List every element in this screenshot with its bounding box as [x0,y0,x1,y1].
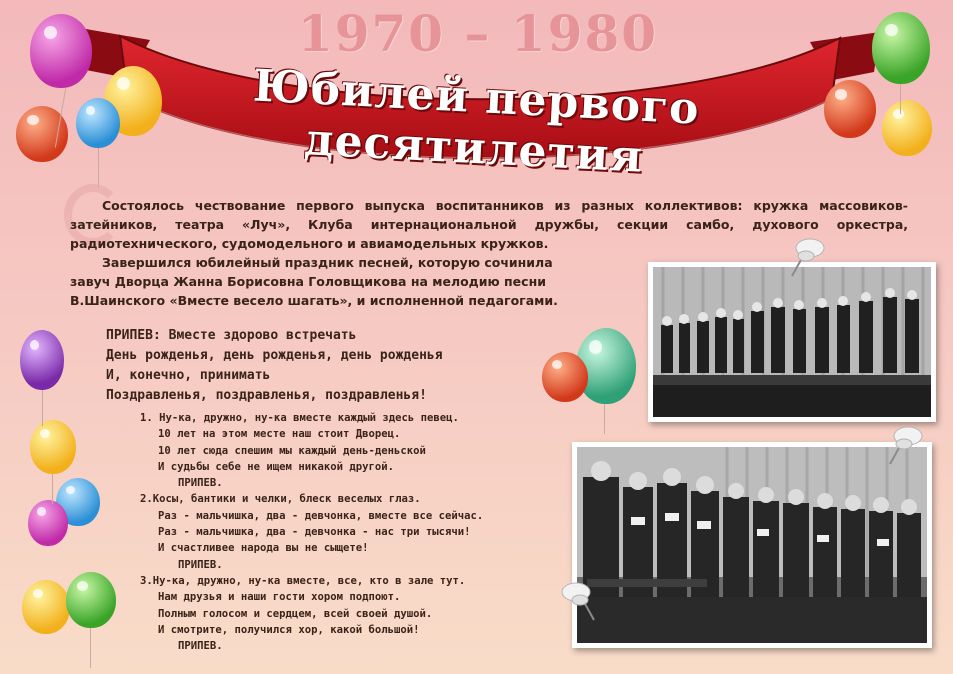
stage-photo [648,262,936,422]
refrain-block [106,326,536,406]
verses-block [140,410,580,654]
balloon-string [90,628,91,668]
verse-chorus: ПРИПЕВ. [178,558,223,571]
balloon-icon [22,580,70,634]
push-pin-icon [886,420,926,466]
balloon-icon [30,420,76,474]
balloon-string [604,404,605,434]
balloon-icon [882,100,932,156]
verse-line: 2.Косы, бантики и челки, блеск веселых глаз. [140,493,421,506]
banner-title: Юбилей первого десятилетия [251,60,701,183]
years-heading: 1970 – 1980 [297,4,659,63]
verse-line: И смотрите, получился хор, какой большой! [158,623,420,636]
balloon-string [98,148,99,188]
verse-line: И судьбы себе не ищем никакой другой. [158,460,394,473]
refrain-line: ПРИПЕВ: Вместе здорово встречать [106,328,357,343]
refrain-line: День рожденья, день рожденья, день рожденья [106,348,443,363]
verse-line: 1. Ну-ка, дружно, ну-ка вместе каждый здесь певец. [140,412,459,424]
push-pin-icon [788,232,828,278]
verse-line: Полным голосом и сердцем, всей своей душой. [158,607,433,620]
balloon-string [42,390,43,426]
verse-line: 3.Ну-ка, дружно, ну-ка вместе, все, кто в зале тут. [140,574,466,587]
verse-line: 10 лет сюда спешим мы каждый день-деньской [158,444,426,457]
balloon-icon [76,98,120,148]
push-pin-icon [558,576,598,622]
verse-line: Нам друзья и наши гости хором подпоют. [158,591,401,604]
choir-photo [572,442,932,648]
verse-line: И счастливее народа вы не сыщете! [158,542,369,555]
stage-photo-image [653,267,931,417]
balloon-string [900,84,901,114]
verse-chorus: ПРИПЕВ. [178,477,223,490]
refrain-line: Поздравленья, поздравленья, поздравленья! [106,388,427,403]
verse-line: Раз - мальчишка, два - девчонка - нас три тысячи! [158,526,471,539]
balloon-icon [66,572,116,628]
balloon-icon [872,12,930,84]
balloon-icon [20,330,64,390]
balloon-icon [542,352,588,402]
intro-line: В.Шаинского «Вместе весело шагать», и исполненной педагогами. [70,293,558,308]
balloon-string [52,474,53,504]
intro-line: Завершился юбилейный праздник песней, которую сочинила [102,255,553,270]
intro-paragraph-1: Состоялось чествование первого выпуска воспитанников из разных коллективов: кружка массовиков-затейников, театра «Луч», Клуба интернациональной дружбы, секции самбо, духового оркестра, радиотехнического, судомодельного и авиамодельных кружков. [70,198,908,251]
choir-photo-image [577,447,927,643]
balloon-icon [28,500,68,546]
refrain-line: И, конечно, принимать [106,368,271,383]
verse-line: 10 лет на этом месте наш стоит Дворец. [158,428,401,441]
verse-chorus: ПРИПЕВ. [178,640,223,653]
verse-line: Раз - мальчишка, два - девчонка, вместе все сейчас. [158,509,484,522]
balloon-icon [30,14,92,88]
balloon-icon [824,80,876,138]
intro-line: завуч Дворца Жанна Борисовна Головщикова на мелодию песни [70,274,546,289]
